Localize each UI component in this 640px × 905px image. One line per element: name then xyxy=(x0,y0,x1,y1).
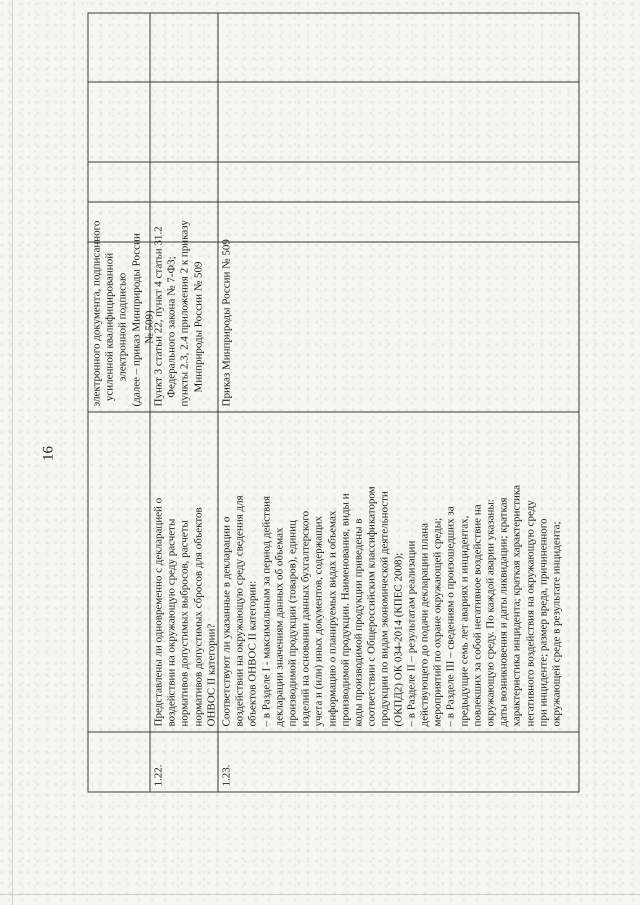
question-cell xyxy=(150,412,218,732)
question-line: изделий на основании данных бухгалтерского xyxy=(299,510,312,726)
answer-na-cell xyxy=(150,82,218,162)
question-line: характеристика инцидента; краткая характеристика xyxy=(510,484,523,726)
reference-line: Приказ Минприроды России № 509 xyxy=(220,238,232,406)
answer-na-cell xyxy=(88,82,150,162)
note-cell xyxy=(88,12,150,82)
question-line: учета и (или) иных документов, содержащих xyxy=(312,515,325,726)
question-line: воздействии на окружающую среду сведения для xyxy=(233,494,246,726)
question-line: воздействии на окружающую среду расчеты xyxy=(165,518,178,726)
question-line: ОНВОС II категории? xyxy=(204,623,217,726)
row-number: 1.22. xyxy=(150,732,218,792)
question-line: Представлены ли одновременно с декларацией о xyxy=(152,497,164,726)
answer-yes-cell xyxy=(88,202,150,242)
note-cell xyxy=(218,12,578,82)
answer-no-cell xyxy=(218,162,578,202)
question-line: действующего до подачи декларации плана xyxy=(418,522,431,726)
row-number xyxy=(88,732,150,792)
question-line: объектов ОНВОС II категории: xyxy=(246,580,259,726)
question-line: – в Разделе III – сведениям о произошедших за xyxy=(444,505,457,726)
question-line: соответствии с Общероссийским классификатором xyxy=(365,485,378,726)
reference-line: электронного документа, подписанного xyxy=(90,220,102,406)
reference-line: пункты 2.3, 2.4 приложения 2 к приказу xyxy=(178,219,191,406)
question-line: окружающую среду. По каждой аварии указаны: xyxy=(484,498,497,726)
page-number: 16 xyxy=(40,445,56,461)
question-line: Соответствуют ли указанные в декларации о xyxy=(220,516,232,726)
reference-line: Федерального закона № 7-ФЗ; xyxy=(165,255,178,398)
answer-na-cell xyxy=(218,82,578,162)
question-cell xyxy=(218,412,578,732)
reference-cell xyxy=(88,220,155,412)
question-line: производимой продукции. Наименования, виды и xyxy=(338,492,351,726)
question-line: повлекших за собой негативное воздействие на xyxy=(470,503,483,726)
answer-no-cell xyxy=(88,162,150,202)
question-line: даты возникновения и даты ликвидации; краткая xyxy=(497,496,510,726)
reference-line: Пункт 3 статьи 22, пункт 4 статьи 31.2 xyxy=(152,225,164,406)
answer-yes-cell xyxy=(218,202,578,242)
reference-cell xyxy=(150,219,218,412)
question-line: мероприятий по охране окружающей среды; xyxy=(431,517,444,726)
row-number: 1.23. xyxy=(218,732,578,792)
reference-line: электронной подписью xyxy=(116,272,129,381)
checklist-table xyxy=(87,12,577,792)
question-line: – в Разделе I - максимальным за период действия xyxy=(259,495,272,726)
answer-yes-cell xyxy=(150,202,218,242)
reference-line: № 509) xyxy=(142,309,155,344)
question-line: продукции по видам экономической деятельности xyxy=(378,490,391,726)
reference-line: Минприроды России № 509 xyxy=(191,261,204,392)
table-row xyxy=(217,12,579,792)
reference-line: (далее – приказ Минприроды России xyxy=(129,232,142,406)
answer-no-cell xyxy=(150,162,218,202)
question-line: при инциденте; размер вреда, причиненного xyxy=(536,518,549,726)
question-line: коды производимой продукции приведены в xyxy=(352,518,365,726)
question-line: – в Разделе II – результатам реализации xyxy=(404,540,417,726)
question-line: (ОКПД2) ОК 034-2014 (КПЕС 2008); xyxy=(391,552,404,726)
note-cell xyxy=(150,12,218,82)
question-line: нормативов допустимых выбросов, расчеты xyxy=(178,519,191,726)
reference-line: усиленной квалифицированной xyxy=(103,252,116,401)
question-line: декларации значениям данных об объемах xyxy=(272,526,285,726)
question-line: производимой продукции (товаров), единиц xyxy=(286,519,299,726)
question-line: информацию о планируемых видах и объемах xyxy=(325,510,338,726)
table-row xyxy=(87,12,155,792)
table-row xyxy=(149,12,218,792)
question-line: предыдущие семь лет авариях и инцидентах, xyxy=(457,515,470,726)
question-line: окружающей среде в результате инцидента; xyxy=(550,520,563,726)
question-cell xyxy=(88,412,150,732)
question-line: негативного воздействия на окружающую среду xyxy=(523,499,536,726)
question-line: нормативов допустимых сбросов для объектов xyxy=(191,506,204,726)
reference-cell xyxy=(218,238,578,412)
